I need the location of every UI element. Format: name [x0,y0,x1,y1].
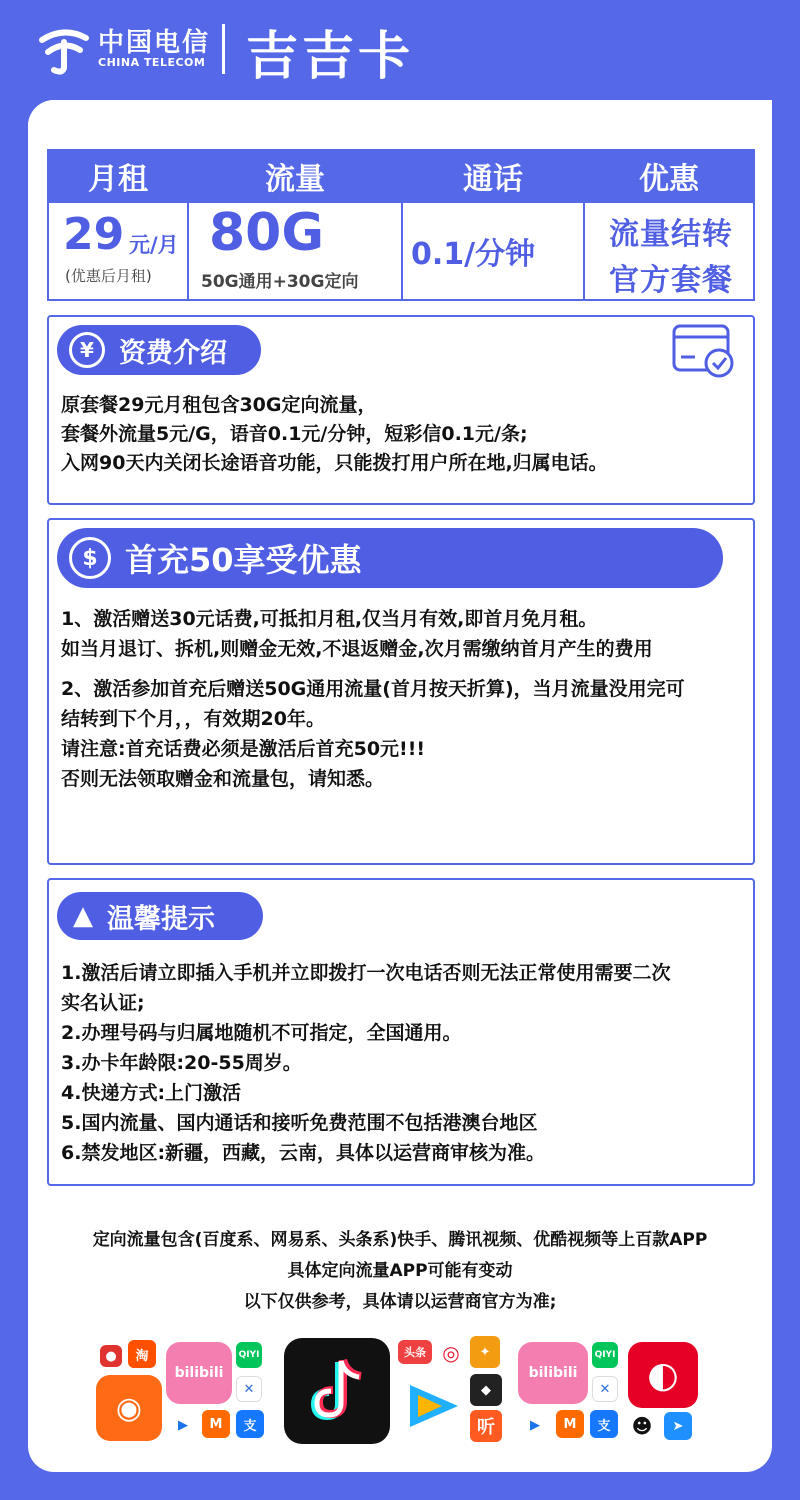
table-divider [187,151,189,301]
tariff-text [61,391,608,478]
youku-icon: ▶ [170,1412,196,1438]
recharge-text [61,604,685,794]
ting-icon: 听 [470,1410,502,1442]
news-icon: ✦ [470,1336,500,1368]
tariff-line: 入网90天内关闭长途语音功能，只能拨打用户所在地,归属电话。 [61,452,608,474]
weibo-icon: ◎ [436,1338,466,1368]
tencent-video-icon [400,1380,464,1432]
china-telecom-logo-icon [34,18,94,78]
warning-icon: ▲ [73,901,93,931]
mango-icon-2: M [556,1410,584,1438]
netease-music-icon: ◐ [628,1342,698,1408]
tips-section [47,878,755,1186]
table-divider [401,151,403,301]
tips-line: 3.办卡年龄限:20-55周岁。 [61,1052,302,1074]
cibn-icon-2: ✕ [592,1376,618,1402]
page-title: 吉吉卡 [246,27,415,87]
table-divider [583,151,585,301]
alipay-icon-2: 支 [590,1410,618,1438]
mango-icon: M [202,1410,230,1438]
brand-name-cn: 中国电信 [98,28,211,58]
tariff-line: 原套餐29元月租包含30G定向流量， [61,394,377,416]
recharge-title-pill [57,528,723,588]
header-call: 通话 [403,151,583,201]
recharge-line: 2、激活参加首充后赠送50G通用流量(首月按天折算)，当月流量没用完可 [61,678,685,700]
tips-line: 1.激活后请立即插入手机并立即拨打一次电话否则无法正常使用需要二次 [61,962,671,984]
recharge-line: 请注意:首充话费必须是激活后首充50元!!! [61,738,426,760]
kuaishou-icon: ◉ [96,1375,162,1441]
recharge-line: 如当月退订、拆机,则赠金无效,不退返赠金,次月需缴纳首月产生的费用 [61,638,653,660]
footer-line1: 定向流量包含(百度系、网易系、头条系)快手、腾讯视频、优酷视频等上百款APP [92,1230,708,1250]
toutiao-icon: 头条 [398,1340,432,1364]
bilibili-icon: bilibili [166,1342,232,1404]
dollar-cycle-icon: $ [69,537,111,579]
yuan-icon: ¥ [69,332,105,368]
promo-line1: 流量结转 [609,217,733,252]
rent-unit: 元/月 [129,233,179,257]
youku-icon-2: ▶ [522,1412,548,1438]
tips-line: 6.禁发地区:新疆，西藏，云南，具体以运营商审核为准。 [61,1142,546,1164]
tips-line: 2.办理号码与归属地随机不可指定，全国通用。 [61,1022,462,1044]
recharge-line: 1、激活赠送30元话费,可抵扣月租,仅当月有效,即首月免月租。 [61,608,598,630]
flow-value: 80G [209,203,325,263]
header-rent: 月租 [49,151,187,201]
flow-note: 50G通用+30G定向 [201,272,359,292]
card-top [28,100,728,130]
iqiyi-icon: QIYI [236,1342,262,1368]
rent-value: 29 [63,209,125,260]
location-icon: ● [100,1345,122,1367]
tiktok-icon [284,1338,390,1444]
recharge-line: 结转到下个月，，有效期20年。 [61,708,325,730]
promo-line2: 官方套餐 [609,263,733,298]
iqiyi-icon-2: QIYI [592,1342,618,1368]
footer-line2: 具体定向流量APP可能有变动 [287,1261,513,1281]
card-check-icon [671,323,737,379]
tips-line: 5.国内流量、国内通话和接听免费范围不包括港澳台地区 [61,1112,538,1134]
recharge-line: 否则无法领取赠金和流量包，请知悉。 [61,768,385,790]
plan-table [47,149,755,301]
header-flow: 流量 [189,151,401,201]
header-promo: 优惠 [585,151,753,201]
taobao-icon: 淘 [128,1340,156,1368]
header-divider [222,24,225,74]
cibn-icon: ✕ [236,1376,262,1402]
recharge-section [47,518,755,865]
tariff-title: 资费介绍 [119,337,227,369]
footer-line3: 以下仅供参考，具体请以运营商官方为准; [243,1292,557,1312]
tips-line: 实名认证; [61,992,145,1014]
bilibili-icon-2: bilibili [518,1342,588,1404]
tariff-line: 套餐外流量5元/G，语音0.1元/分钟，短彩信0.1元/条; [61,423,528,445]
game-icon: ◆ [470,1374,502,1406]
call-value: 0.1/分钟 [411,237,536,272]
send-icon: ➤ [664,1412,692,1440]
rent-note: (优惠后月租) [65,267,152,285]
alipay-icon: 支 [236,1410,264,1438]
brand-name-en: CHINA TELECOM [98,56,206,69]
tips-title: 温馨提示 [107,903,215,935]
tariff-title-pill [57,325,261,375]
qq-icon: ☻ [628,1412,656,1440]
tips-text [61,958,670,1168]
tips-title-pill [57,892,263,940]
tips-line: 4.快递方式:上门激活 [61,1082,242,1104]
tariff-section [47,315,755,505]
recharge-title: 首充50享受优惠 [125,541,362,579]
